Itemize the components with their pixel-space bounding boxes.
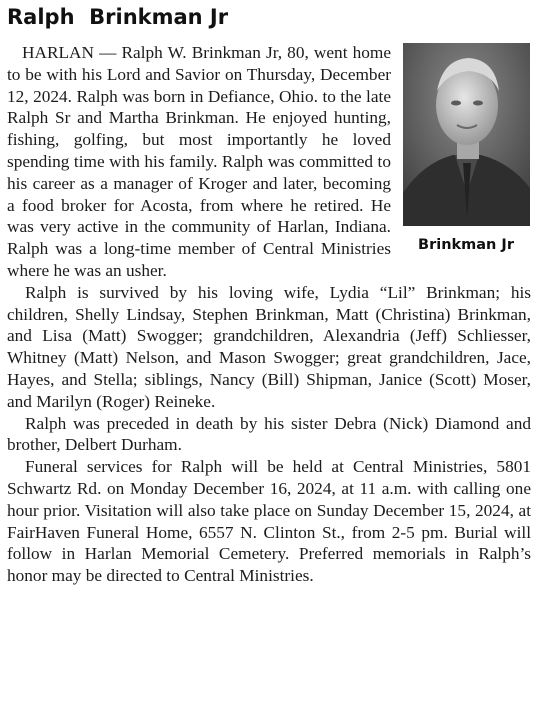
paragraph-survivors: Ralph is survived by his loving wife, Lydia “Lil” Brinkman; his children, Shelly Lindsay, Stephen Brinkman, Matt (Christina) Brinkman, and Lisa (Matt) Swogger; grandchildren, Alexandria (Jeff) Schliesser, Whitney (Matt) Nelson, and Mason Swogger; great grandchildren, Jace, Hayes, and Stella; siblings, Nancy (Bill) Shipman, Janice (Scott) Moser, and Marilyn (Roger) Reineke.	[7, 282, 531, 411]
portrait-image	[403, 43, 530, 226]
portrait-photo	[403, 43, 530, 226]
obituary-body	[7, 42, 531, 587]
portrait-figure	[401, 43, 531, 275]
paragraph-preceded: Ralph was preceded in death by his sister Debra (Nick) Diamond and brother, Delbert Durham.	[7, 413, 531, 455]
paragraph-intro: HARLAN — Ralph W. Brinkman Jr, 80, went home to be with his Lord and Savior on Thursday, December 12, 2024. Ralph was born in Defiance, Ohio. to the late Ralph Sr and Martha Brinkman. He enjoyed hunting, fishing, golfing, but most importantly he loved spending time with his family. Ralph was committed to his career as a manager of Kroger and later, becoming a food broker for Acosta, from where he retired. He was very active in the community of Harlan, Indiana. Ralph was a long-time member of Central Ministries where he was an usher.	[7, 43, 391, 280]
paragraph-services: Funeral services for Ralph will be held at Central Ministries, 5801 Schwartz Rd. on Monday December 16, 2024, at 11 a.m. with calling one hour prior. Visitation will also take place on Sunday December 15, 2024, at FairHaven Funeral Home, 6557 N. Clinton St., from 2-5 pm. Burial will follow in Harlan Memorial Cemetery. Preferred memorials in Ralph’s honor may be directed to Central Ministries.	[7, 457, 531, 586]
photo-caption: Brinkman Jr	[418, 237, 514, 253]
obituary-title: Ralph Brinkman Jr	[7, 5, 229, 29]
